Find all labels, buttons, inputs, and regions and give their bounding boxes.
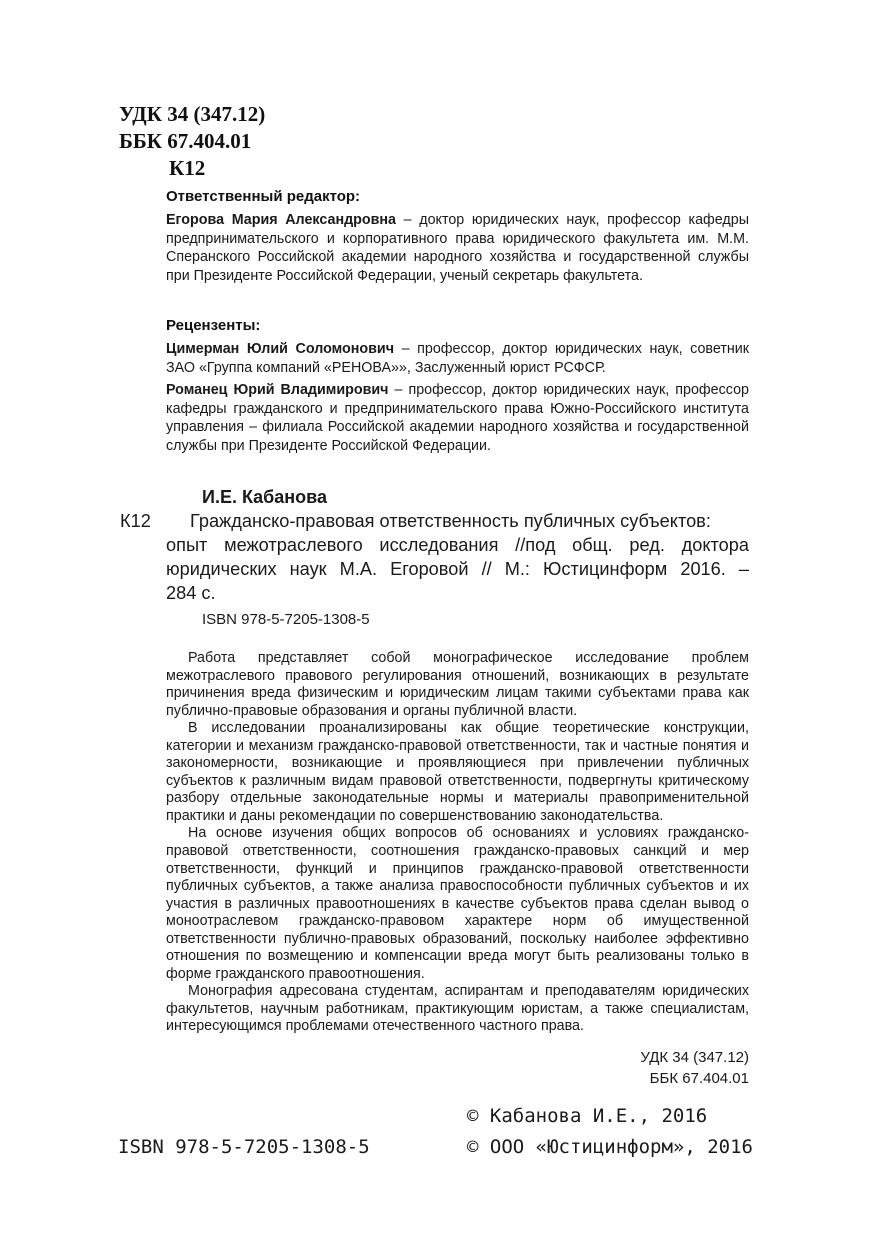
reviewer-entry (166, 340, 749, 377)
copyright-publisher: © ООО «Юстицинформ», 2016 (467, 1136, 753, 1158)
footer-bbk: ББК 67.404.01 (649, 1070, 749, 1087)
bbk-code: ББК 67.404.01 (119, 129, 252, 153)
book-title-line: Гражданско-правовая ответственность публичных субъектов: (190, 511, 711, 531)
editor-heading: Ответственный редактор: (166, 188, 361, 205)
book-pages: 284 с. (166, 583, 216, 603)
copyright-author: © Кабанова И.Е., 2016 (467, 1105, 708, 1127)
udk-code: УДК 34 (347.12) (119, 102, 266, 126)
reviewer-description: – профессор, доктор юридических наук, профессор кафедры гражданского и предпринимательского права Южно-Российского института управления – филиала Российской академии народного хозяйства и государственной службы при Президенте Российской Федерации. (166, 382, 749, 454)
editor-name: Егорова Мария Александровна (166, 212, 396, 228)
book-author: И.Е. Кабанова (202, 487, 327, 507)
editor-description: – доктор юридических наук, профессор кафедры предпринимательского и корпоративного права юридического факультета им. М.М. Сперанского Российской академии народного хозяйства и государственной службы при Президенте Российской Федерации, ученый секретарь факультета. (166, 212, 749, 284)
footer-udk: УДК 34 (347.12) (640, 1049, 749, 1066)
reviewer-name: Романец Юрий Владимирович (166, 382, 389, 398)
book-mark: К12 (120, 511, 151, 531)
abstract-paragraph: В исследовании проанализированы как общие теоретические конструкции, категории и механизм гражданско-правовой ответственности, так и частные понятия и закономерности, возникающие и проявляющиеся при привлечении публичных субъектов к различным видам правовой ответственности, подвергнуты критическому разбору отдельные законодательные нормы и материалы правоприменительной практики и даны рекомендации по совершенствованию законодательства. (166, 720, 749, 824)
reviewers-heading: Рецензенты: (166, 317, 261, 334)
book-isbn: ISBN 978-5-7205-1308-5 (202, 611, 370, 628)
abstract-paragraph: На основе изучения общих вопросов об основаниях и условиях гражданско-правовой ответственности, соотношения гражданско-правовых санкций и мер ответственности, функций и принципов гражданско-правовой ответственности публичных субъектов, а также анализа правоспособности публичных субъектов и их участия в различных правоотношениях в качестве субъектов права сделан вывод о моноотраслевом гражданско-правовом характере норм об имущественной ответственности публично-правовых образований, поскольку наиболее эффективно отношения по возмещению и компенсации вреда могут быть реализованы только в форме гражданского правоотношения. (166, 825, 749, 982)
reviewer-entry (166, 381, 749, 455)
abstract (166, 650, 749, 1036)
reviewer-name: Цимерман Юлий Соломонович (166, 341, 395, 357)
abstract-paragraph: Монография адресована студентам, аспирантам и преподавателям юридических факультетов, научным работникам, практикующим юристам, а также специалистам, интересующимся проблемами отечественного частного права. (166, 983, 749, 1035)
editor-entry (166, 211, 749, 285)
footer-isbn: ISBN 978-5-7205-1308-5 (118, 1136, 370, 1158)
author-mark: К12 (169, 156, 206, 180)
book-title-line: опыт межотраслевого исследования //под общ. ред. доктора (166, 535, 749, 555)
reviewer-description: – профессор, доктор юридических наук, советник ЗАО «Группа компаний «РЕНОВА»», Заслуженный юрист РСФСР. (166, 341, 750, 376)
abstract-paragraph: Работа представляет собой монографическое исследование проблем межотраслевого правового регулирования отношений, возникающих в результате причинения вреда физическим и юридическим лицам такими субъектами права как публично-правовые образования и органы публичной власти. (166, 650, 749, 719)
book-title-line: юридических наук М.А. Егоровой // М.: Юстицинформ 2016. – (166, 559, 749, 579)
